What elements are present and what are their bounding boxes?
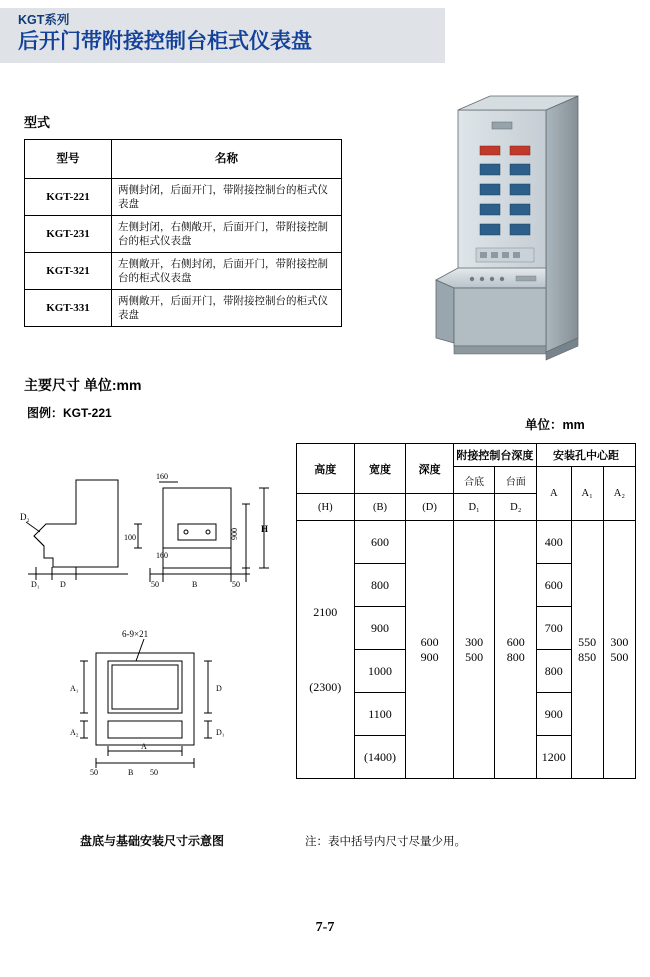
label-h: H bbox=[261, 524, 269, 534]
type-header-model: 型号 bbox=[25, 140, 112, 179]
spec-height-cell bbox=[297, 521, 355, 779]
type-table bbox=[24, 139, 342, 327]
type-model: KGT-231 bbox=[25, 216, 112, 253]
label-50-left: 50 bbox=[90, 768, 98, 777]
spec-d2-value-1: 600 bbox=[506, 634, 525, 649]
label-d1: D₁ bbox=[216, 728, 225, 737]
spec-a1-value-1: 550 bbox=[578, 634, 597, 649]
label-50-left: 50 bbox=[151, 580, 159, 589]
spec-d1-value-2: 500 bbox=[465, 649, 484, 664]
spec-header-height-label: 高度 bbox=[314, 463, 337, 476]
label-a1: A₁ bbox=[70, 684, 79, 693]
spec-a-value: 600 bbox=[537, 564, 571, 607]
spec-width-value: (1400) bbox=[354, 736, 406, 779]
table-row bbox=[25, 290, 342, 327]
label-100: 100 bbox=[124, 533, 136, 542]
page-number: 7-7 bbox=[315, 920, 335, 935]
type-model: KGT-321 bbox=[25, 253, 112, 290]
label-160-bottom: 160 bbox=[156, 551, 168, 560]
label-900: 900 bbox=[230, 528, 239, 540]
spec-header-d1-sym: D₁ bbox=[453, 494, 495, 521]
cabinet-illustration bbox=[430, 88, 630, 378]
spec-header-depth-sym: (D) bbox=[406, 494, 453, 521]
spec-header-a1: A₁ bbox=[571, 467, 603, 521]
type-name: 左侧敞开，右侧封闭，后面开门，带附接控制台的柜式仪表盘 bbox=[112, 253, 342, 290]
spec-header-console-depth: 附接控制台深度 bbox=[453, 444, 536, 467]
spec-header-width-label: 宽度 bbox=[368, 463, 391, 476]
unit-label: 单位：mm bbox=[525, 418, 585, 432]
table-row bbox=[25, 216, 342, 253]
type-name: 两侧敞开，后面开门，带附接控制台的柜式仪表盘 bbox=[112, 290, 342, 327]
spec-a1-value-2: 850 bbox=[578, 649, 597, 664]
label-d2: D₂ bbox=[20, 512, 30, 522]
spec-width-value: 1000 bbox=[354, 650, 406, 693]
spec-a-value: 700 bbox=[537, 607, 571, 650]
label-d1: D₁ bbox=[31, 580, 40, 589]
table-row bbox=[297, 521, 636, 564]
spec-width-value: 1100 bbox=[354, 693, 406, 736]
spec-header-d1-top: 合底 bbox=[464, 476, 485, 488]
spec-header-height bbox=[297, 444, 355, 494]
page-title: 后开门带附接控制台柜式仪表盘 bbox=[18, 30, 312, 53]
elevation-svg bbox=[18, 462, 288, 612]
table-header-row bbox=[25, 140, 342, 179]
spec-width-value: 900 bbox=[354, 607, 406, 650]
label-holes: 6-9×21 bbox=[122, 629, 149, 639]
spec-d2-cell bbox=[495, 521, 537, 779]
page-header bbox=[0, 8, 445, 63]
spec-height-value-1: 2100 bbox=[313, 604, 338, 619]
elevation-drawing bbox=[18, 462, 288, 612]
spec-d2-value-2: 800 bbox=[506, 649, 525, 664]
type-name: 左侧封闭，右侧敞开，后面开门，带附接控制台的柜式仪表盘 bbox=[112, 216, 342, 253]
cabinet-drawing bbox=[430, 88, 630, 378]
label-d: D bbox=[60, 580, 66, 589]
dimensions-heading: 主要尺寸 单位:mm bbox=[24, 377, 142, 393]
spec-note: 注：表中括号内尺寸尽量少用。 bbox=[305, 836, 466, 848]
type-header-name: 名称 bbox=[112, 140, 342, 179]
type-name: 两侧封闭，后面开门，带附接控制台的柜式仪表盘 bbox=[112, 179, 342, 216]
example-label: 图例：KGT-221 bbox=[27, 406, 112, 420]
label-160-top: 160 bbox=[156, 472, 168, 481]
spec-header-depth-label: 深度 bbox=[418, 463, 441, 476]
header-series: KGT系列 bbox=[18, 13, 70, 27]
label-50-right: 50 bbox=[150, 768, 158, 777]
spec-a2-value-2: 500 bbox=[610, 649, 629, 664]
spec-a-value: 400 bbox=[537, 521, 571, 564]
base-plan-drawing bbox=[58, 625, 278, 785]
spec-header-d1 bbox=[453, 467, 495, 494]
label-b: B bbox=[128, 768, 134, 777]
spec-header-depth bbox=[406, 444, 453, 494]
label-d: D bbox=[216, 684, 222, 693]
spec-a-value: 800 bbox=[537, 650, 571, 693]
spec-header-a: A bbox=[537, 467, 571, 521]
base-plan-svg bbox=[58, 625, 278, 785]
spec-depth-cell bbox=[406, 521, 453, 779]
spec-header-height-sym: (H) bbox=[297, 494, 355, 521]
spec-width-value: 600 bbox=[354, 521, 406, 564]
spec-a1-cell bbox=[571, 521, 603, 779]
spec-d1-value-1: 300 bbox=[465, 634, 484, 649]
spec-a2-cell bbox=[603, 521, 635, 779]
table-header-row bbox=[297, 444, 636, 467]
label-b: B bbox=[192, 580, 198, 589]
spec-a-value: 900 bbox=[537, 693, 571, 736]
spec-header-width bbox=[354, 444, 406, 494]
spec-header-mount-hole: 安装孔中心距 bbox=[537, 444, 636, 467]
table-row bbox=[25, 253, 342, 290]
type-section-label: 型式 bbox=[24, 115, 51, 130]
label-a2: A₂ bbox=[70, 728, 79, 737]
label-a: A bbox=[141, 742, 147, 751]
spec-depth-value-2: 900 bbox=[420, 649, 439, 664]
drawing-caption: 盘底与基础安装尺寸示意图 bbox=[80, 834, 225, 848]
spec-a-value: 1200 bbox=[537, 736, 571, 779]
spec-height-value-2: (2300) bbox=[309, 679, 342, 694]
spec-a2-value-1: 300 bbox=[610, 634, 629, 649]
spec-header-d2-sym: D₂ bbox=[495, 494, 537, 521]
table-row bbox=[25, 179, 342, 216]
spec-table bbox=[296, 443, 636, 779]
spec-header-width-sym: (B) bbox=[354, 494, 406, 521]
spec-header-d2-top: 台面 bbox=[505, 476, 526, 488]
type-model: KGT-331 bbox=[25, 290, 112, 327]
spec-d1-cell bbox=[453, 521, 495, 779]
spec-depth-value-1: 600 bbox=[420, 634, 439, 649]
type-model: KGT-221 bbox=[25, 179, 112, 216]
spec-header-d2 bbox=[495, 467, 537, 494]
spec-header-a2: A₂ bbox=[603, 467, 635, 521]
spec-width-value: 800 bbox=[354, 564, 406, 607]
label-50-right: 50 bbox=[232, 580, 240, 589]
